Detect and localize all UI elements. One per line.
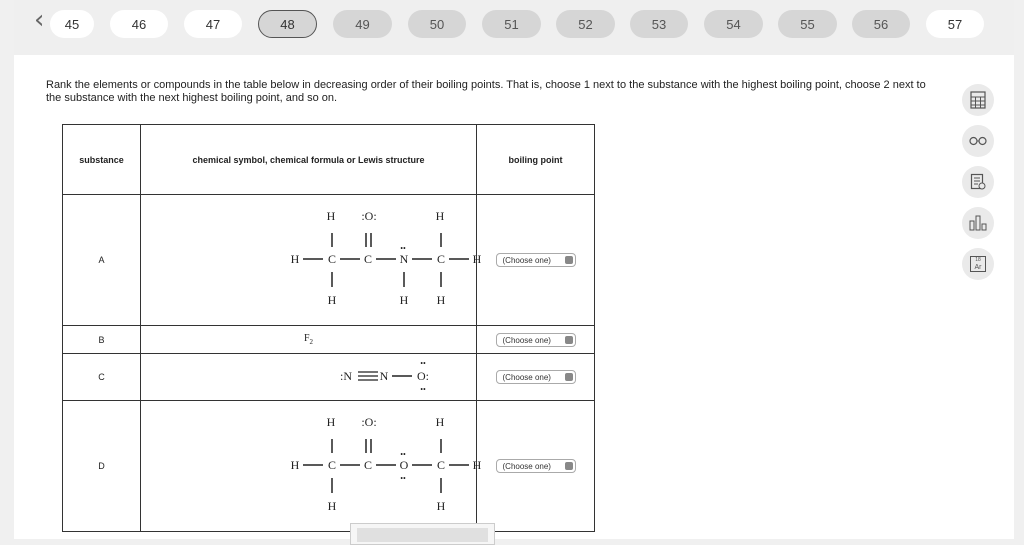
question-pill-54[interactable]: 54 bbox=[704, 10, 763, 38]
lewis-A-h-bottom-3: H bbox=[436, 293, 446, 307]
formula-B: $F_2$ bbox=[141, 326, 477, 354]
rank-select-B[interactable]: (Choose one) bbox=[496, 333, 576, 347]
lewis-C-n1: :N bbox=[340, 369, 352, 383]
lewis-A-drawing bbox=[191, 195, 482, 323]
lewis-A-c2: C bbox=[363, 252, 373, 266]
lewis-D-h-left: H bbox=[290, 458, 300, 472]
lewis-D-h-top-left: H bbox=[326, 415, 336, 429]
boiling-point-cell-A bbox=[477, 195, 595, 326]
lewis-A-c3: C bbox=[436, 252, 446, 266]
chevron-down-icon bbox=[565, 462, 573, 470]
question-pill-46[interactable]: 46 bbox=[110, 10, 168, 38]
lewis-structure-D bbox=[141, 401, 482, 532]
question-pill-47[interactable]: 47 bbox=[184, 10, 242, 38]
lewis-D-h-top-right: H bbox=[435, 415, 445, 429]
lewis-D-o-top: :O: bbox=[361, 415, 377, 429]
lewis-A-n: N bbox=[399, 252, 409, 266]
lewis-A-h-right: H bbox=[472, 252, 482, 266]
tools-sidebar bbox=[962, 84, 994, 289]
boiling-point-cell-C bbox=[477, 354, 595, 401]
lewis-C-drawing bbox=[191, 354, 429, 398]
lewis-C-n2: N bbox=[379, 369, 389, 383]
question-pill-56[interactable]: 56 bbox=[852, 10, 910, 38]
lewis-D-lone-pair-bottom: •• bbox=[400, 474, 406, 483]
question-pill-51[interactable]: 51 bbox=[482, 10, 541, 38]
lewis-D-lone-pair-top: •• bbox=[400, 450, 406, 459]
calculator-icon[interactable] bbox=[962, 84, 994, 116]
chevron-down-icon bbox=[565, 373, 573, 381]
rank-select-A[interactable]: (Choose one) bbox=[496, 253, 576, 267]
question-pill-52[interactable]: 52 bbox=[556, 10, 615, 38]
glasses-icon[interactable] bbox=[962, 125, 994, 157]
question-pill-48-current[interactable]: 48 bbox=[258, 10, 317, 38]
rank-select-D[interactable]: (Choose one) bbox=[496, 459, 576, 473]
substance-C: C bbox=[63, 354, 141, 401]
lewis-A-h-bottom-1: H bbox=[327, 293, 337, 307]
substance-B: B bbox=[63, 326, 141, 354]
question-pill-57[interactable]: 57 bbox=[926, 10, 984, 38]
lewis-D-o: O bbox=[399, 458, 409, 472]
bottom-action-panel bbox=[350, 523, 495, 545]
chevron-down-icon bbox=[565, 336, 573, 344]
question-pill-45[interactable]: 45 bbox=[50, 10, 94, 38]
lewis-D-h-right: H bbox=[472, 458, 482, 472]
lewis-D-drawing bbox=[191, 401, 482, 529]
lewis-A-c1: C bbox=[327, 252, 337, 266]
boiling-point-cell-D bbox=[477, 401, 595, 532]
bottom-action-button[interactable] bbox=[357, 528, 488, 542]
lewis-D-c3: C bbox=[436, 458, 446, 472]
lewis-structure-C bbox=[141, 354, 477, 401]
lewis-A-o-top: :O: bbox=[361, 209, 377, 223]
header-substance: substance bbox=[63, 125, 141, 195]
question-prompt: Rank the elements or compounds in the table below in decreasing order of their boiling points. That is, choose 1 next to the substance with the highest boiling point, choose 2 next to the substance with the next highest boiling point, and so on. bbox=[46, 79, 926, 104]
question-pill-53[interactable]: 53 bbox=[630, 10, 688, 38]
lewis-C-o: O: bbox=[417, 369, 429, 383]
periodic-table-icon[interactable]: 18 Ar bbox=[962, 248, 994, 280]
lewis-D-c1: C bbox=[327, 458, 337, 472]
question-pill-55[interactable]: 55 bbox=[778, 10, 837, 38]
substance-A: A bbox=[63, 195, 141, 326]
lewis-structure-A bbox=[141, 195, 482, 326]
data-icon[interactable] bbox=[962, 166, 994, 198]
lewis-A-h-bottom-2: H bbox=[399, 293, 409, 307]
lewis-C-lone-pair-top: •• bbox=[420, 359, 426, 368]
header-structure: chemical symbol, chemical formula or Lewis structure bbox=[141, 125, 477, 195]
rank-select-C[interactable]: (Choose one) bbox=[496, 370, 576, 384]
substance-D: D bbox=[63, 401, 141, 532]
header-boiling-point: boiling point bbox=[477, 125, 595, 195]
lewis-A-h-top-left: H bbox=[326, 209, 336, 223]
question-pill-49[interactable]: 49 bbox=[333, 10, 392, 38]
question-pill-50[interactable]: 50 bbox=[408, 10, 466, 38]
bar-chart-icon[interactable] bbox=[962, 207, 994, 239]
lewis-D-h-bottom-1: H bbox=[327, 499, 337, 513]
lewis-A-h-left: H bbox=[290, 252, 300, 266]
lewis-C-lone-pair-bottom: •• bbox=[420, 385, 426, 394]
lewis-D-h-bottom-2: H bbox=[436, 499, 446, 513]
back-arrow-icon[interactable]: ‹ bbox=[34, 5, 45, 35]
lewis-A-h-top-right: H bbox=[435, 209, 445, 223]
chevron-down-icon bbox=[565, 256, 573, 264]
lewis-D-c2: C bbox=[363, 458, 373, 472]
boiling-point-cell-B bbox=[477, 326, 595, 354]
substance-table bbox=[62, 124, 595, 532]
lewis-A-lone-pair: •• bbox=[400, 244, 406, 253]
